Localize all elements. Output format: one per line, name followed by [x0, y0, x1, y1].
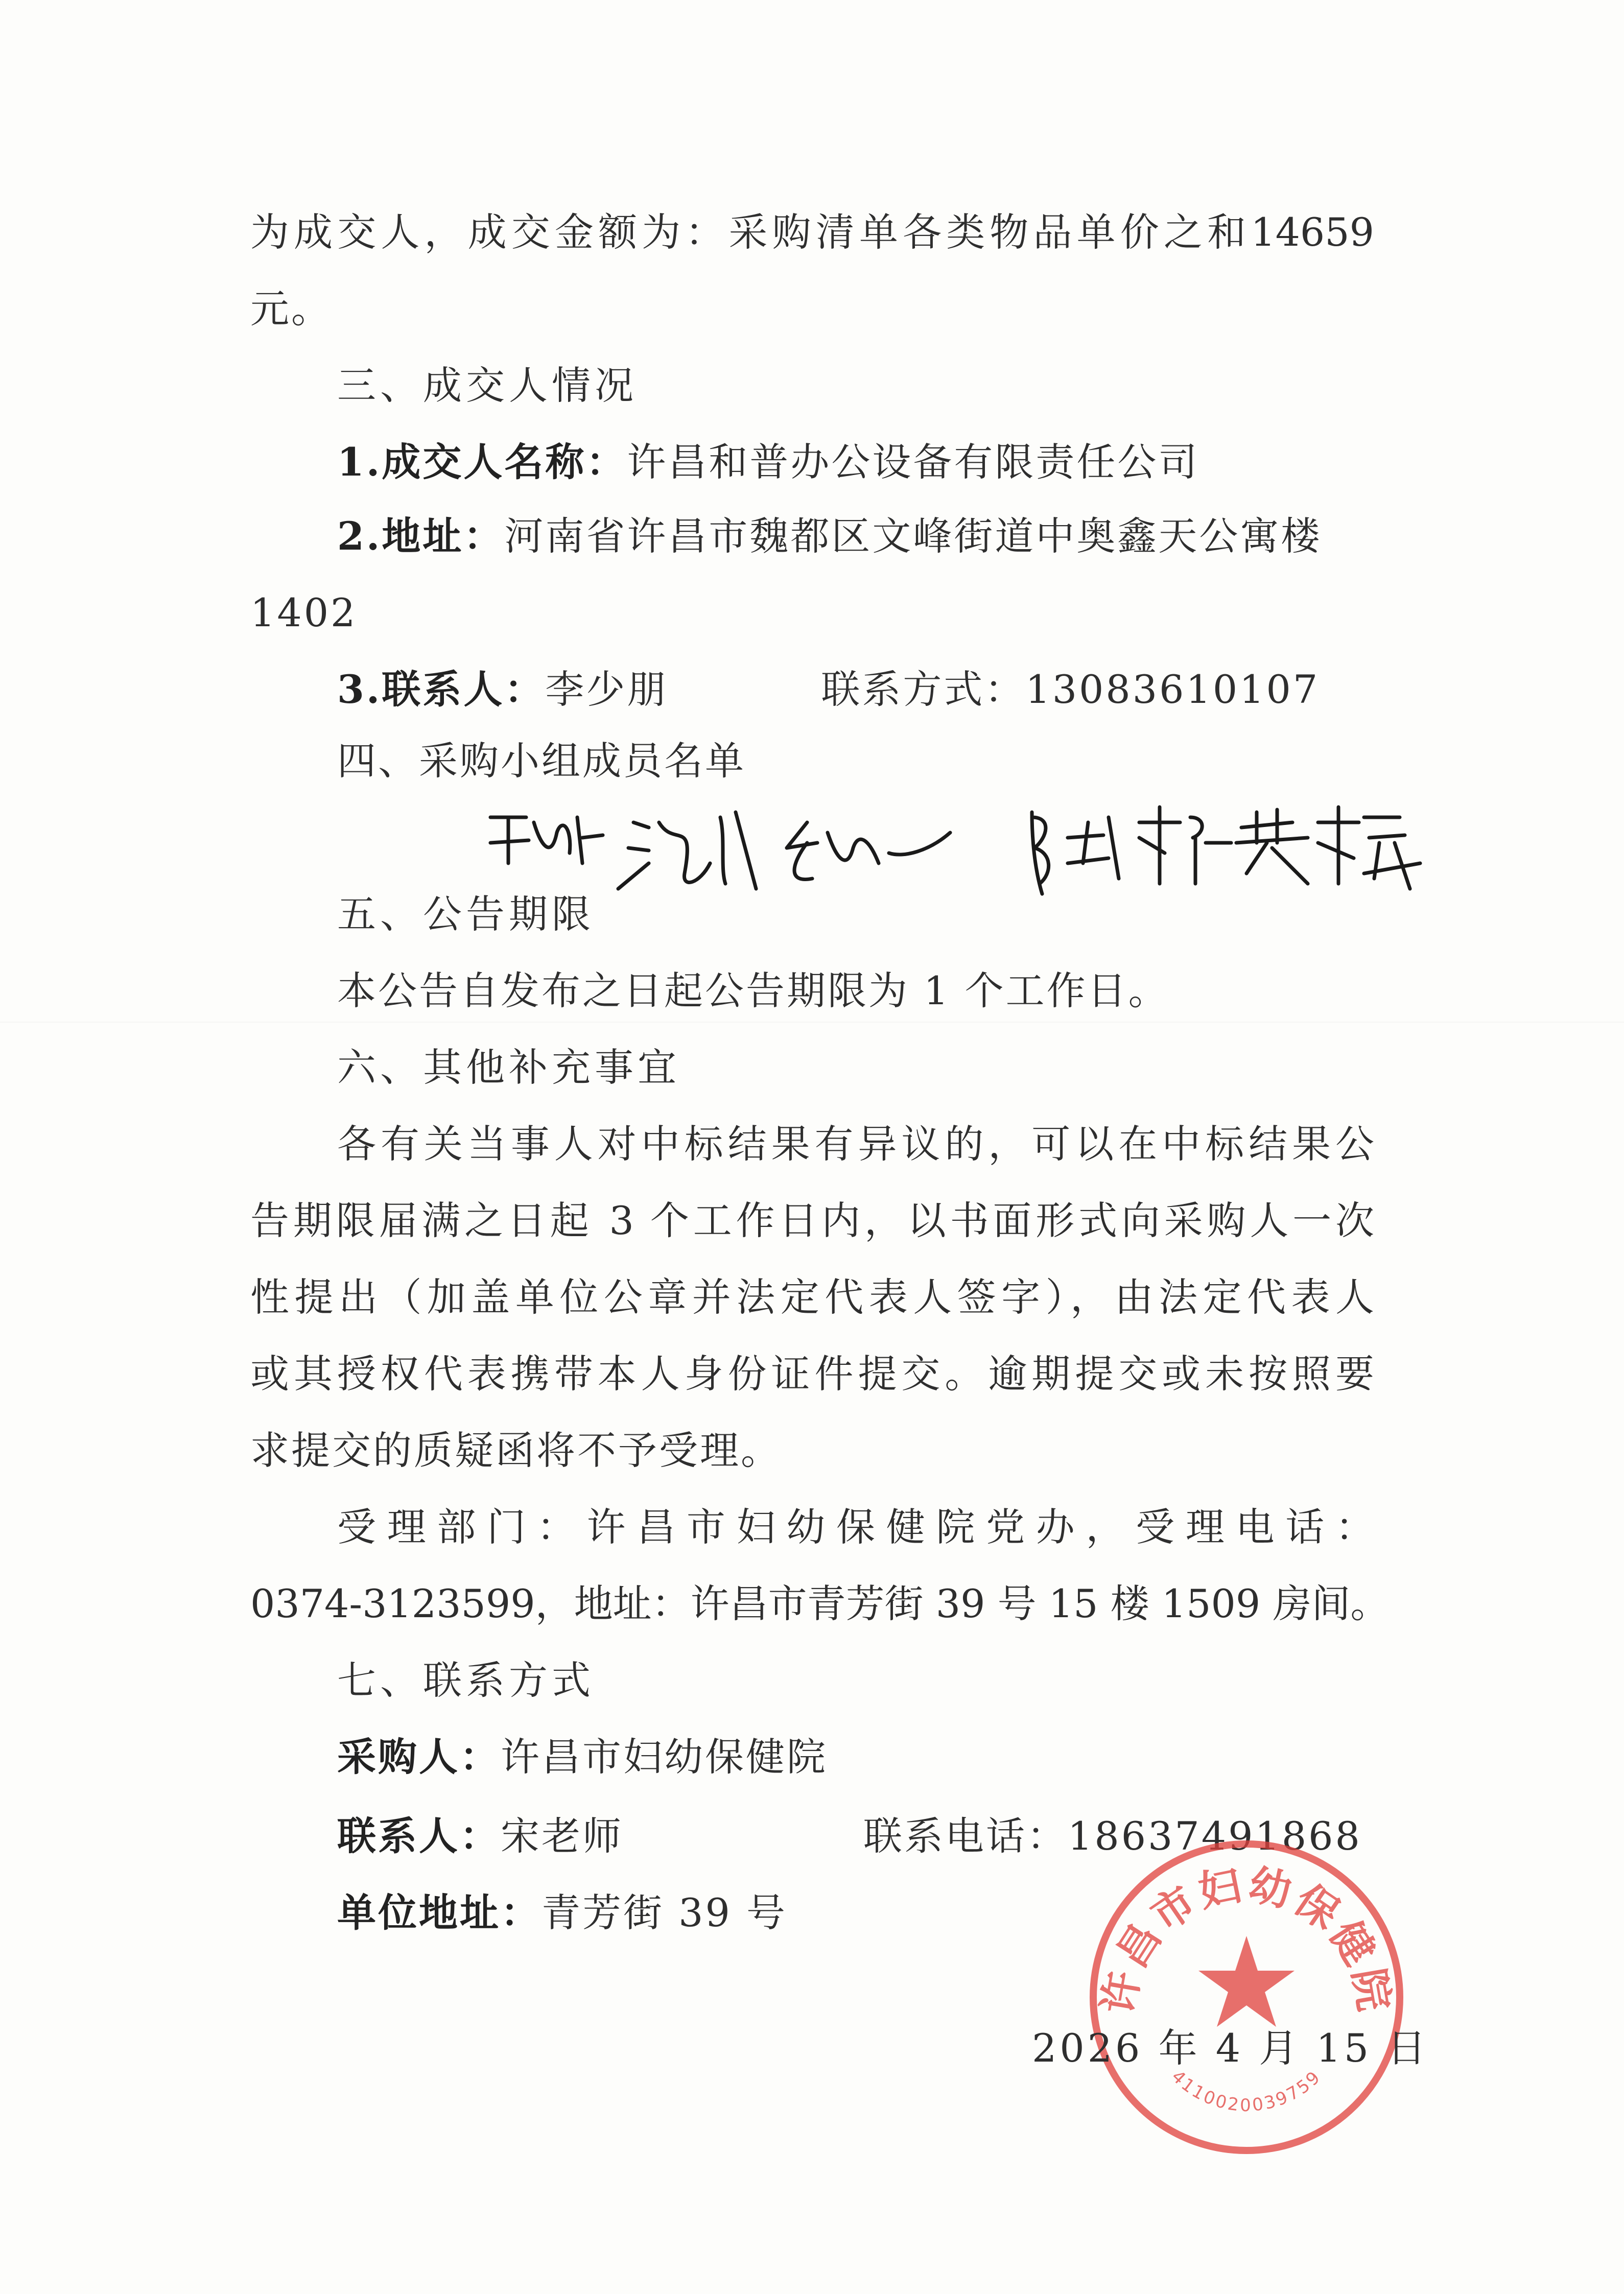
buyer-address-value: 青芳街 39 号	[542, 1890, 788, 1935]
committee-signatures	[480, 787, 1512, 904]
winner-contact-label: 3.联系人：	[337, 667, 546, 712]
body-line-1: 为成交人，成交金额为：采购清单各类物品单价之和14659	[250, 209, 1374, 255]
signature-1	[490, 817, 603, 863]
section-4-heading: 四、采购小组成员名单	[337, 738, 746, 784]
signature-3	[787, 822, 950, 880]
objection-line-5: 求提交的质疑函将不予受理。	[250, 1428, 782, 1473]
winner-address-cont: 1402	[250, 590, 358, 635]
winner-name-row	[337, 437, 1199, 488]
seal-text: 许昌市妇幼保健院	[1094, 1860, 1399, 2018]
section-6-heading: 六、其他补充事宜	[337, 1045, 680, 1090]
buyer-contact-label: 联系人：	[337, 1813, 501, 1859]
scan-fold-mark	[0, 1022, 1624, 1023]
notice-period-text: 本公告自发布之日起公告期限为 1 个工作日。	[337, 968, 1169, 1013]
signature-4	[1032, 807, 1231, 894]
winner-contact-row	[337, 664, 1320, 715]
objection-line-7: 0374-3123599，地址：许昌市青芳街 39 号 15 楼 1509 房间。	[250, 1581, 1390, 1626]
signature-5	[1236, 807, 1420, 889]
buyer-value: 许昌市妇幼保健院	[501, 1734, 828, 1780]
winner-name-value: 许昌和普办公设备有限责任公司	[627, 439, 1199, 485]
official-seal	[1078, 1829, 1415, 2166]
buyer-address-label: 单位地址：	[337, 1890, 542, 1935]
signature-2	[618, 812, 756, 889]
buyer-label: 采购人：	[337, 1734, 501, 1780]
buyer-phone-value: 18637491868	[1068, 1813, 1362, 1859]
objection-line-2: 告期限届满之日起 3 个工作日内，以书面形式向采购人一次	[250, 1198, 1374, 1243]
section-7-heading: 七、联系方式	[337, 1658, 595, 1703]
buyer-phone-label: 联系电话：	[863, 1813, 1068, 1859]
buyer-row	[337, 1732, 828, 1783]
seal-star-icon	[1198, 1936, 1295, 2027]
seal-code: 4110020039759	[1167, 2066, 1326, 2116]
winner-address-value: 河南省许昌市魏都区文峰街道中奥鑫天公寓楼	[504, 513, 1322, 559]
section-5-heading: 五、公告期限	[337, 891, 595, 937]
winner-phone-value: 13083610107	[1025, 667, 1320, 712]
objection-line-1: 各有关当事人对中标结果有异议的，可以在中标结果公	[337, 1121, 1374, 1167]
winner-contact-value: 李少朋	[545, 667, 668, 712]
winner-phone-label: 联系方式：	[821, 667, 1026, 712]
buyer-address-row	[337, 1887, 787, 1938]
winner-address-row	[337, 511, 1322, 562]
objection-line-3: 性提出（加盖单位公章并法定代表人签字），由法定代表人	[250, 1274, 1374, 1320]
section-3-heading: 三、成交人情况	[337, 363, 638, 408]
issue-date: 2026 年 4 月 15 日	[1032, 2025, 1429, 2071]
objection-line-4: 或其授权代表携带本人身份证件提交。逾期提交或未按照要	[250, 1351, 1374, 1397]
winner-name-label: 1.成交人名称：	[337, 439, 627, 485]
body-line-2: 元。	[250, 286, 332, 332]
objection-line-6: 受理部门：许昌市妇幼保健院党办，受理电话：	[337, 1504, 1374, 1550]
winner-address-label: 2.地址：	[337, 513, 505, 559]
buyer-contact-value: 宋老师	[501, 1813, 623, 1859]
